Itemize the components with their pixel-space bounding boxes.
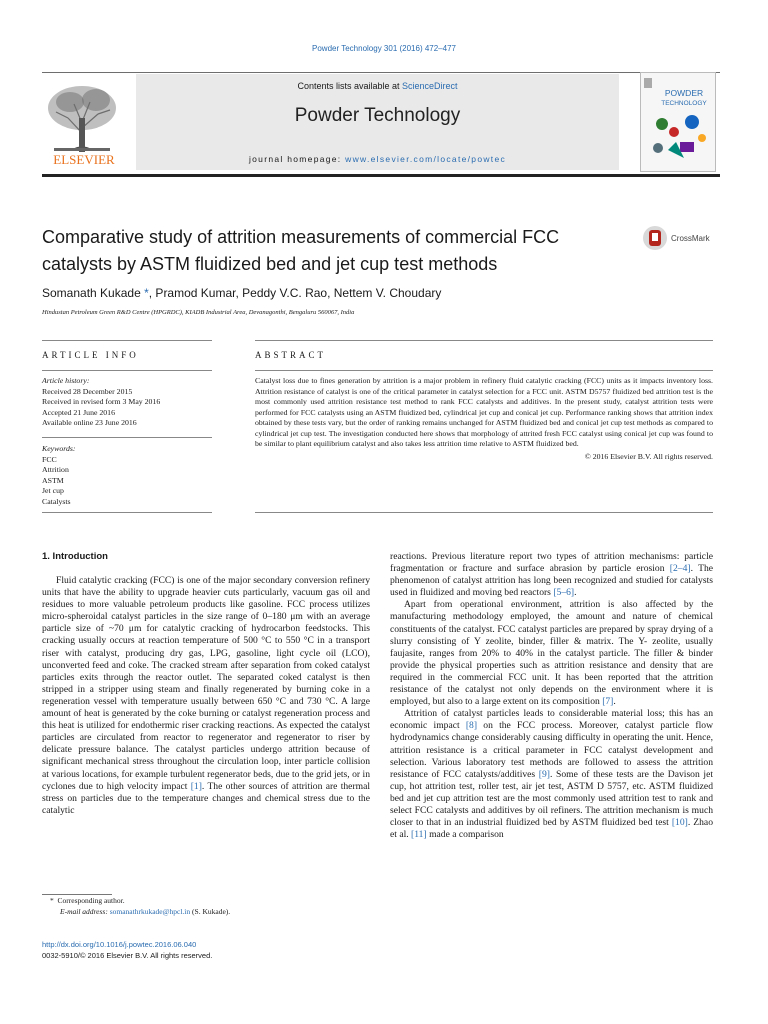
paragraph-text: . The other sources of attrition are thermal stress on particles due to the temperature changes and chemical stress due to the catalytic [42, 780, 370, 816]
author-first: Somanath Kukade [42, 286, 141, 300]
elsevier-tree-icon [42, 78, 126, 168]
keyword: ASTM [42, 475, 64, 485]
footnote [42, 895, 230, 917]
history-item: Accepted 21 June 2016 [42, 407, 115, 417]
paragraph [390, 599, 713, 708]
citation-link[interactable]: [8] [465, 720, 478, 732]
journal-cover-image [640, 72, 716, 172]
author-list [42, 286, 441, 300]
paragraph-text: Apart from operational environment, attrition is also affected by the manufacturing methodology employed, the amount and nature of chemical constituents of the catalyst. FCC catalyst particles are prepared by spray drying of a slurry consisting of Y zeolite, binder, filler & matrix. The Y- zeolite, usually faujasite, ranges from 20% to 40% in the catalyst particle. The filler & binder provide the physical properties such as attrition resistance and density that are required in the commercial FCC unit. It has been reported that the attrition resistance of the catalyst not only depends on the environment where it is employed, but also to a large extent on its composition [390, 599, 713, 708]
issn-line: 0032-5910/© 2016 Elsevier B.V. All rights reserved. [42, 950, 213, 960]
article-info [42, 376, 212, 508]
paragraph [390, 708, 713, 841]
citation-link[interactable]: [10] [671, 817, 688, 829]
email-link[interactable]: somanathrkukade@hpcl.in [109, 907, 191, 916]
sciencedirect-link[interactable]: ScienceDirect [402, 81, 458, 91]
header-top-rule [42, 72, 720, 73]
paragraph-text: reactions. Previous literature report two types of attrition mechanisms: particle fragmentation or fracture and surface abrasion by particle erosion [390, 551, 713, 575]
history-item: Available online 23 June 2016 [42, 418, 137, 428]
email-suffix: (S. Kukade). [190, 907, 231, 916]
abstract-heading-rule [255, 370, 713, 371]
keyword: FCC [42, 454, 57, 464]
paragraph-text: . [574, 587, 577, 599]
crossmark-icon [641, 224, 721, 252]
crossmark-label: CrossMark [671, 234, 710, 243]
contents-availability [136, 81, 619, 91]
paragraph [42, 575, 370, 817]
crossmark-button[interactable] [641, 224, 721, 252]
paragraph-text: . [613, 696, 616, 708]
info-top-rule [42, 340, 212, 341]
header-bottom-rule [42, 174, 720, 177]
abstract-top-rule [255, 340, 713, 341]
footnote-text: Corresponding author. [57, 896, 125, 905]
abstract-heading: ABSTRACT [255, 350, 327, 360]
info-bottom-rule [42, 512, 212, 513]
keywords-rule [42, 437, 212, 438]
article-info-heading: ARTICLE INFO [42, 350, 139, 360]
paragraph-text: on the FCC process. Moreover, catalyst particle flow hydrodynamics change considerably causing difficulty in operating the unit. Hence, attrition resistance is a critical parameter in FCC catalyst development and selection. Various laboratory test methods are followed to assess the attrition resistance of FCC catalysts/additives [390, 720, 713, 780]
contents-prefix: Contents lists available at [297, 81, 403, 91]
citation-link[interactable]: [7] [602, 696, 614, 708]
homepage-link[interactable]: www.elsevier.com/locate/powtec [345, 154, 507, 164]
affiliation: Hindustan Petroleum Green R&D Centre (HPGRDC), KIADB Industrial Area, Devanagonthi, Bengaluru 560067, India [42, 309, 355, 316]
corresponding-author-mark[interactable]: * [140, 286, 149, 300]
abstract [255, 376, 713, 462]
paragraph-text: . The phenomenon of catalyst attrition has long been recognized and studied for catalysts used in fluidized and moving bed reactors [390, 563, 713, 599]
paragraph-text: . Some of these tests are the Davison jet cup, hot attrition test, roller test, air jet test, ASTM D 5757, etc. ASTM fluidized bed and jet cup attrition test are the most commonly used attrition test to rank and select FCC catalysts and additives by oil refiners. The attrition mechanism is much closer to that in an industrial fluidized bed by ASTM fluidized bed test [390, 768, 713, 829]
paragraph-text: Fluid catalytic cracking (FCC) is one of the major secondary conversion refinery units that have the ability to upgrade heavier cuts particularly, vacuum gas oil and residues to more valuable petroleum products like gasoline. FCC process utilizes micro-spheroidal catalyst particles in the size range of 0–180 μm with an average particle size of ~70 μm for catalytic cracking of hydrocarbon feedstocks. This cracking usually occurs at reaction temperature of 500 °C to 550 °C in a transport riser with catalyst, producing dry gas, LPG, gasoline, light cycle oil (LCO), unconverted feed and coke. The cracked stream after separation from coked catalyst particles exits through the reactor outlet. The separated coked catalyst is then stripped in a stripper using steam and finally regenerated by burning coke in a regeneration vessel with temperature usually between 650 °C and 730 °C. A large amount of heat is generated by the coke burning or catalyst regeneration process and this heat is utilized for endothermic riser cracking reactions. As expected the catalyst particles are circulated from reactor to regenerator and regenerator to riser by delicate pressure balance. The catalyst particles undergo attrition because of significant mechanical stress throughout the circulation loop, inter particle collision at various locations, for example turbulent regenerator beds, due to the grid jets, or in cyclones due to high velocity impact [42, 575, 370, 792]
article-title: Comparative study of attrition measurements of commercial FCC catalysts by ASTM fluidized bed and jet cup test methods [42, 227, 560, 274]
elsevier-wordmark: ELSEVIER [53, 152, 115, 167]
citation-link[interactable]: [5–6] [553, 587, 575, 599]
citation-link[interactable]: [1] [190, 780, 202, 792]
journal-title[interactable]: Powder Technology [294, 105, 461, 126]
authors-rest: , Pramod Kumar, Peddy V.C. Rao, Nettem V. Choudary [148, 286, 442, 300]
keyword: Catalysts [42, 496, 71, 506]
email-label: E-mail address: [60, 907, 110, 916]
elsevier-logo[interactable] [42, 78, 126, 168]
section-heading-introduction: 1. Introduction [42, 551, 108, 562]
journal-homepage [136, 154, 619, 164]
history-item: Received in revised form 3 May 2016 [42, 397, 161, 407]
abstract-bottom-rule [255, 512, 713, 513]
abstract-body: Catalyst loss due to fines generation by attrition is a major problem in refinery fluid catalytic cracking (FCC) units as it impacts inventory loss. Attrition resistance of catalyst is one of the critical parameter in catalyst selection for a FCC unit. ASTM D5757 fluidized bed attrition test is the most commonly used attrition resistance test method to rank FCC catalysts and additives. In the present study, catalyst attrition tests were performed for FCC catalysts using an ASTM fluidized bed, cylindrical jet cup and conical jet cup. Performance ranking shows that attrition index obtained by these tests vary, but the order of ranking remains unchanged for ASTM fluidized bed and conical jet cup test methods as compared to cylindrical jet cup test. The investigation conducted here shows that morphology of attrited fresh FCC catalyst using conical jet cup was found to be similar to plant equilibrium catalyst and also takes less attrition time relative to ASTM fluidized bed. [255, 376, 713, 448]
body-column-right [390, 551, 713, 841]
keyword: Attrition [42, 465, 69, 475]
citation-link[interactable]: [9] [538, 768, 550, 780]
history-item: Received 28 December 2015 [42, 386, 133, 396]
footnote-mark: * [50, 896, 54, 905]
paragraph-text: made a comparison [426, 829, 504, 841]
info-heading-rule [42, 370, 212, 371]
citation-link[interactable]: [2–4] [669, 563, 691, 575]
citation-link[interactable]: [11] [411, 829, 427, 841]
cover-title-line1: POWDER [664, 88, 704, 98]
history-label: Article history: [42, 376, 90, 385]
journal-citation[interactable]: Powder Technology 301 (2016) 472–477 [312, 44, 456, 53]
doi-link[interactable]: http://dx.doi.org/10.1016/j.powtec.2016.06.040 [42, 940, 197, 949]
abstract-copyright: © 2016 Elsevier B.V. All rights reserved. [584, 451, 713, 461]
cover-title-line2: TECHNOLOGY [661, 100, 707, 107]
paragraph-text: Attrition of catalyst particles leads to considerable material loss; this has an economic impact [390, 708, 713, 732]
footnote-email-line [42, 906, 230, 917]
paragraph-text: . Zhao et al. [390, 817, 713, 841]
doi-block [42, 940, 212, 961]
keywords-label: Keywords: [42, 443, 76, 453]
paragraph [390, 551, 713, 599]
footnote-corresponding [42, 895, 230, 906]
body-column-left [42, 575, 370, 817]
homepage-prefix: journal homepage: [248, 154, 346, 164]
keyword: Jet cup [42, 486, 64, 496]
journal-cover-thumbnail[interactable] [640, 72, 716, 172]
